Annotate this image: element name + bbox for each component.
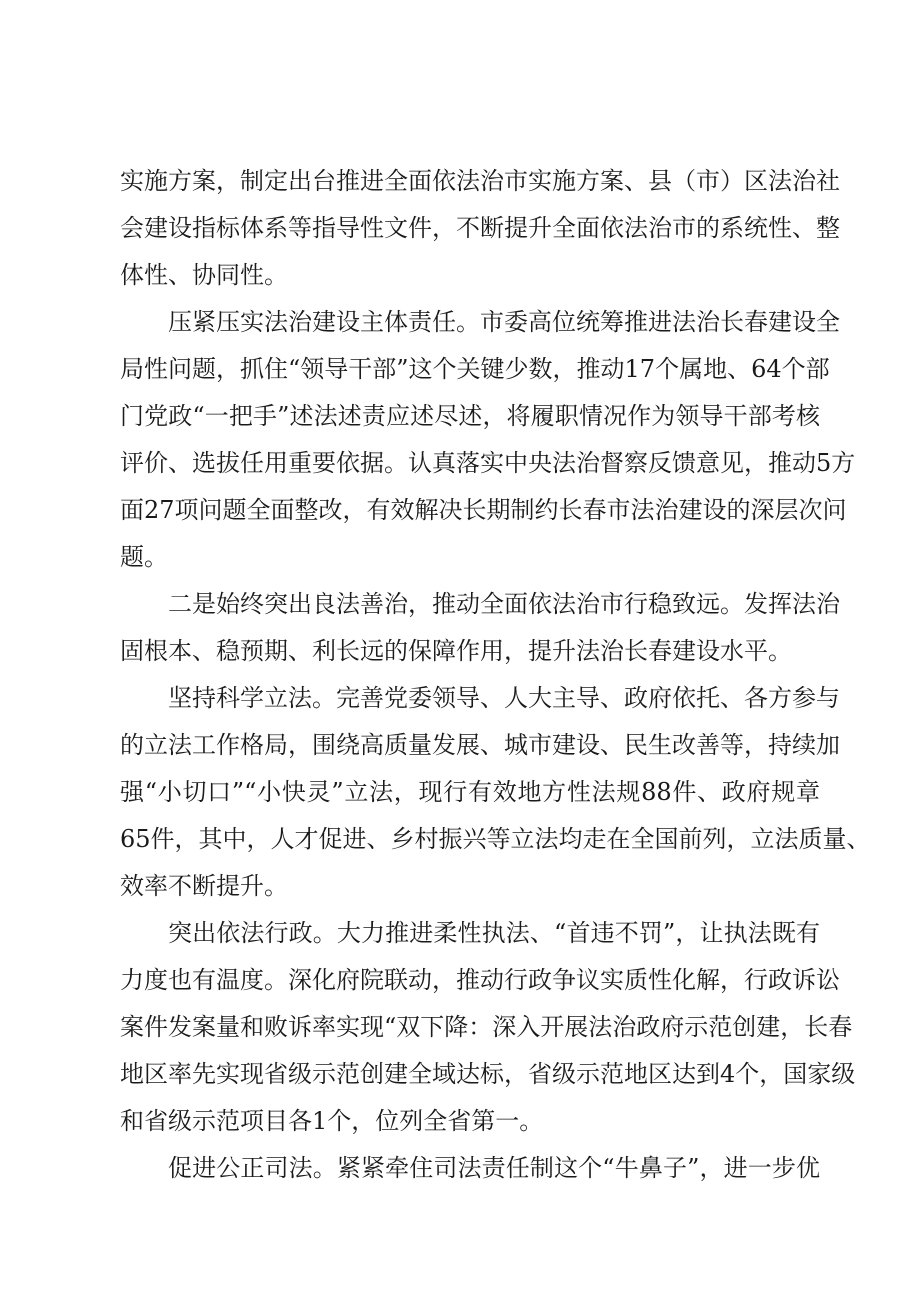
text-line: 二是始终突出良法善治，推动全面依法治市行稳致远。发挥法治 xyxy=(168,590,840,618)
text-line: 65件，其中，人才促进、乡村振兴等立法均走在全国前列，立法质量、 xyxy=(120,825,871,853)
paragraph-1 xyxy=(120,158,840,299)
text-line: 体性、协同性。 xyxy=(120,261,288,289)
text-line: 题。 xyxy=(120,543,168,571)
paragraph-3 xyxy=(120,581,840,675)
text-line: 的立法工作格局，围绕高质量发展、城市建设、民生改善等，持续加 xyxy=(120,731,840,759)
paragraph-6 xyxy=(120,1145,820,1192)
text-line: 力度也有温度。深化府院联动，推动行政争议实质性化解，行政诉讼 xyxy=(120,966,840,994)
text-line: 门党政“一把手”述法述责应述尽述，将履职情况作为领导干部考核 xyxy=(120,402,820,430)
text-line: 强“小切口”“小快灵”立法，现行有效地方性法规88件、政府规章 xyxy=(120,778,820,806)
text-line: 压紧压实法治建设主体责任。市委高位统筹推进法治长春建设全 xyxy=(168,308,840,336)
text-line: 案件发案量和败诉率实现“双下降：深入开展法治政府示范创建，长春 xyxy=(120,1013,853,1041)
text-line: 实施方案，制定出台推进全面依法治市实施方案、县（市）区法治社 xyxy=(120,167,840,195)
text-line: 面27项问题全面整改，有效解决长期制约长春市法治建设的深层次问 xyxy=(120,496,847,524)
text-line: 效率不断提升。 xyxy=(120,872,288,900)
paragraph-2 xyxy=(120,299,856,581)
text-line: 会建设指标体系等指导性文件，不断提升全面依法治市的系统性、整 xyxy=(120,214,840,242)
text-line: 和省级示范项目各1个，位列全省第一。 xyxy=(120,1107,544,1135)
document-body xyxy=(120,158,871,1192)
text-line: 固根本、稳预期、利长远的保障作用，提升法治长春建设水平。 xyxy=(120,637,792,665)
text-line: 评价、选拔任用重要依据。认真落实中央法治督察反馈意见，推动5方 xyxy=(120,449,856,477)
text-line: 坚持科学立法。完善党委领导、人大主导、政府依托、各方参与 xyxy=(168,684,840,712)
paragraph-4 xyxy=(120,675,871,910)
text-line: 促进公正司法。紧紧牵住司法责任制这个“牛鼻子”，进一步优 xyxy=(168,1154,820,1182)
paragraph-5 xyxy=(120,910,856,1145)
text-line: 地区率先实现省级示范创建全域达标，省级示范地区达到4个，国家级 xyxy=(120,1060,856,1088)
text-line: 突出依法行政。大力推进柔性执法、“首违不罚”，让执法既有 xyxy=(168,919,820,947)
text-line: 局性问题，抓住“领导干部”这个关键少数，推动17个属地、64个部 xyxy=(120,355,830,383)
